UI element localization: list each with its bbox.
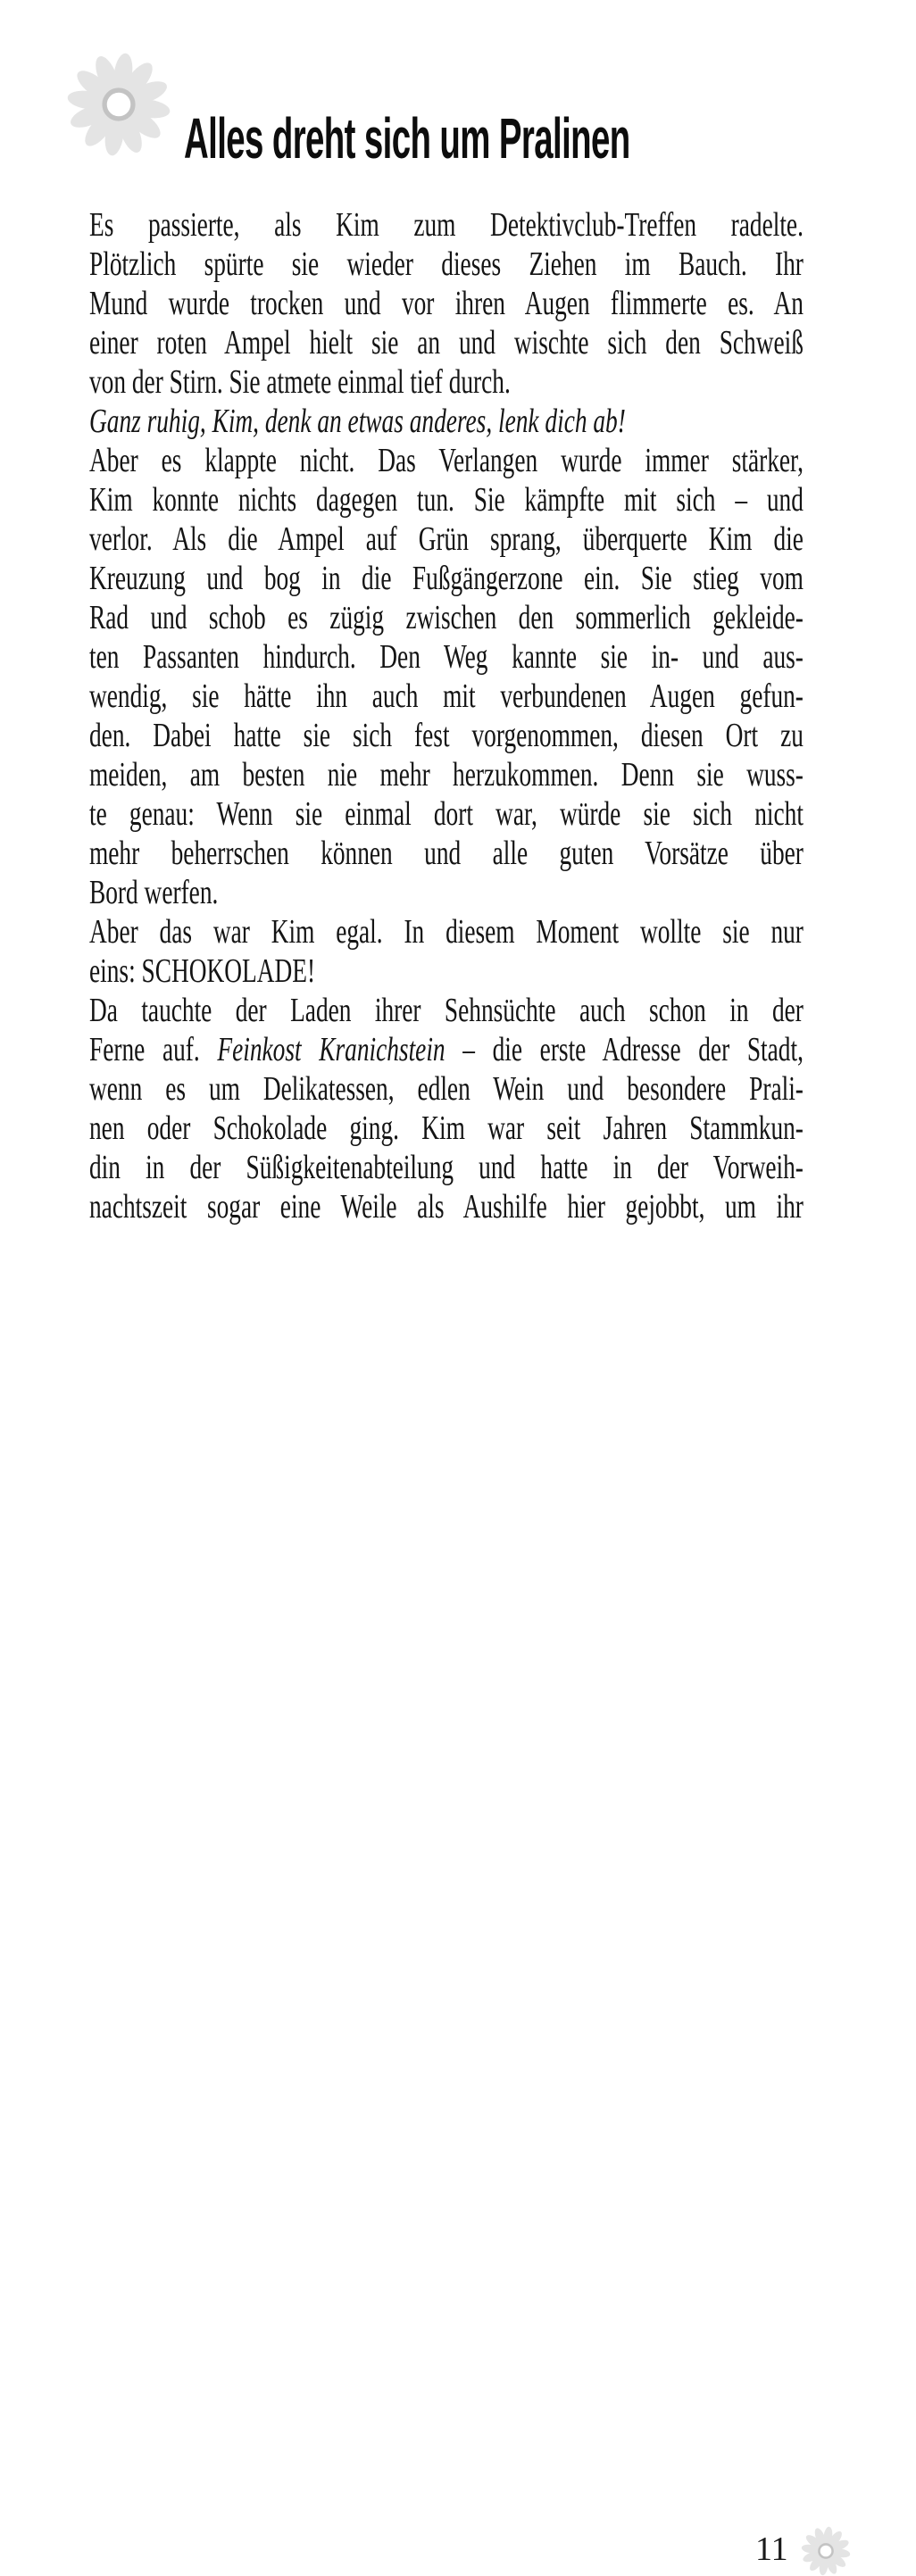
text-line: [89, 402, 804, 441]
text-line: [89, 951, 804, 991]
italic-text-segment: Ganz ruhig, Kim, denk an etwas anderes, lenk dich ab!: [89, 403, 626, 440]
text-segment: nen oder Schokolade ging. Kim war seit Jahren Stammkun-: [89, 1109, 804, 1147]
text-line: [89, 1030, 804, 1069]
text-line: [89, 716, 804, 755]
text-segment: mehr beherrschen können und alle guten Vorsätze über: [89, 835, 804, 872]
text-segment: wenn es um Delikatessen, edlen Wein und besondere Prali-: [89, 1070, 804, 1108]
text-line: [89, 912, 804, 951]
text-line: [89, 755, 804, 794]
text-line: [89, 1148, 804, 1187]
text-segment: ten Passanten hindurch. Den Weg kannte sie in- und aus-: [89, 638, 804, 676]
text-line: [89, 677, 804, 716]
text-line: [89, 245, 804, 284]
text-line: [89, 323, 804, 362]
text-segment: Plötzlich spürte sie wieder dieses Ziehen im Bauch. Ihr: [89, 245, 804, 283]
text-line: [89, 991, 804, 1030]
daisy-icon: [66, 52, 171, 157]
page-footer: [0, 1262, 916, 2568]
chapter-title: Alles dreht sich um Pralinen: [184, 105, 630, 170]
text-line: [89, 598, 804, 637]
text-line: [89, 1187, 804, 1226]
text-line: [89, 873, 804, 912]
text-segment: eins: SCHOKOLADE!: [89, 952, 316, 990]
text-segment: Mund wurde trocken und vor ihren Augen flimmerte es. An: [89, 285, 804, 322]
text-segment: meiden, am besten nie mehr herzukommen. Denn sie wuss-: [89, 756, 804, 794]
text-segment: Aber das war Kim egal. In diesem Moment wollte sie nur: [89, 913, 804, 951]
text-line: [89, 205, 804, 245]
body-text: [89, 205, 804, 1226]
text-segment: verlor. Als die Ampel auf Grün sprang, überquerte Kim die: [89, 520, 804, 558]
text-segment: din in der Süßigkeitenabteilung und hatte in der Vorweih-: [89, 1149, 804, 1186]
text-segment: te genau: Wenn sie einmal dort war, würde sie sich nicht: [89, 795, 804, 833]
text-segment: wendig, sie hätte ihn auch mit verbundenen Augen gefun-: [89, 677, 804, 715]
text-segment: nachtszeit sogar eine Weile als Aushilfe hier gejobbt, um ihr: [89, 1188, 804, 1226]
text-line: [89, 559, 804, 598]
text-segment: Rad und schob es zügig zwischen den sommerlich gekleide-: [89, 599, 804, 636]
text-segment: Ferne auf.: [89, 1031, 218, 1068]
page-number: 11: [755, 2530, 788, 2568]
text-segment: – die erste Adresse der Stadt,: [445, 1031, 804, 1068]
text-line: [89, 1069, 804, 1109]
text-segment: von der Stirn. Sie atmete einmal tief durch.: [89, 363, 511, 401]
text-segment: den. Dabei hatte sie sich fest vorgenommen, diesen Ort zu: [89, 717, 804, 754]
text-line: [89, 519, 804, 559]
text-segment: Da tauchte der Laden ihrer Sehnsüchte auch schon in der: [89, 992, 804, 1029]
text-segment: Kreuzung und bog in die Fußgängerzone ein. Sie stieg vom: [89, 560, 804, 597]
text-line: [89, 480, 804, 519]
text-line: [89, 637, 804, 677]
text-segment: Kim konnte nichts dagegen tun. Sie kämpfte mit sich – und: [89, 481, 804, 519]
italic-text-segment: Feinkost Kranichstein: [217, 1031, 446, 1068]
text-segment: Bord werfen.: [89, 874, 219, 911]
text-line: [89, 441, 804, 480]
text-line: [89, 362, 804, 402]
text-segment: Es passierte, als Kim zum Detektivclub-Treffen radelte.: [89, 206, 804, 244]
text-segment: einer roten Ampel hielt sie an und wischte sich den Schweiß: [89, 324, 804, 361]
text-line: [89, 1109, 804, 1148]
text-segment: Aber es klappte nicht. Das Verlangen wurde immer stärker,: [89, 442, 804, 479]
daisy-icon: [801, 2526, 851, 2576]
text-line: [89, 794, 804, 834]
text-line: [89, 284, 804, 323]
text-line: [89, 834, 804, 873]
